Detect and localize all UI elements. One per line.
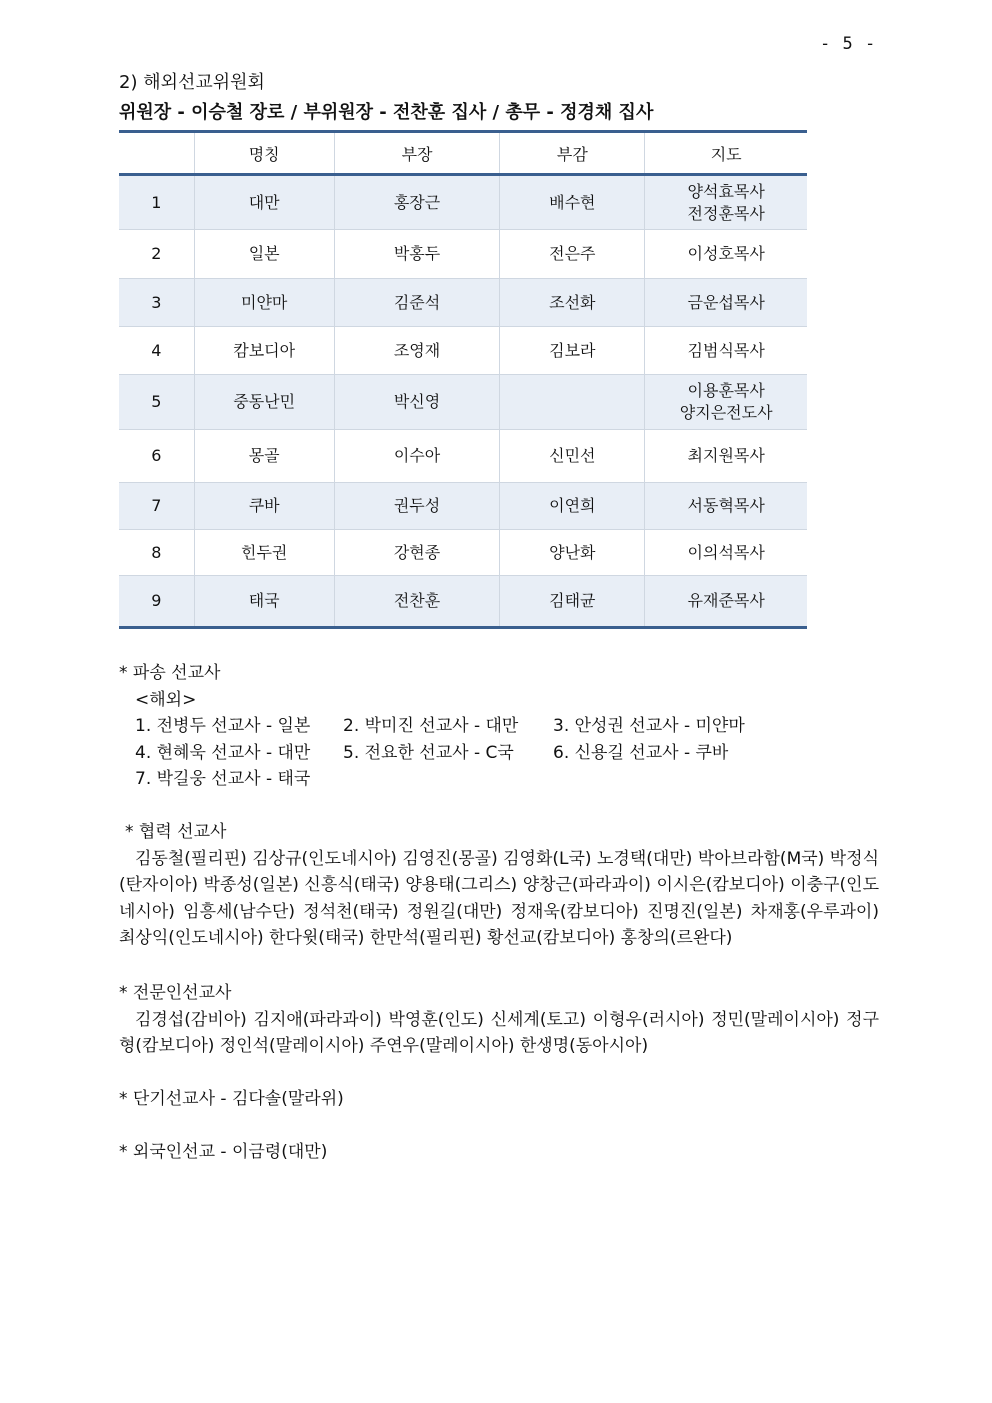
row-head: 박홍두	[334, 230, 500, 279]
sent-subheading: <해외>	[135, 689, 197, 710]
cooperative-list: 김동철(필리핀) 김상규(인도네시아) 김영진(몽골) 김영화(L국) 노경택(대만) 박아브라함(M국) 박정식(탄자이아) 박종성(일본) 신흥식(태국) 양용태(그리스) 양창근(파라과이) 이시은(캄보디아) 이충구(인도네시아) 임흥세(남수단) 정석천(태국) 정원길(대만) 정재욱(캄보디아) 진명진(일본) 차재홍(우루과이) 최상익(인도네시아) 한다윗(태국) 한만석(필리핀) 황선교(캄보디아) 홍창의(르완다)	[119, 848, 879, 949]
row-name: 쿠바	[194, 483, 334, 530]
sent-list-row	[119, 740, 879, 767]
professional-list: 김경섭(감비아) 김지애(파라과이) 박영훈(인도) 신세계(토고) 이형우(러시아) 정민(말레이시아) 정구형(캄보디아) 정인석(말레이시아) 주연우(말레이시아) 한생명(동아시아)	[119, 1009, 879, 1057]
row-guide: 유재준목사	[645, 576, 807, 628]
table-header-row	[119, 132, 807, 175]
table-row	[119, 175, 807, 230]
row-name: 힌두권	[194, 530, 334, 576]
list-item: 2. 박미진 선교사 - 대만	[343, 716, 519, 737]
row-name: 일본	[194, 230, 334, 279]
row-guide: 금운섭목사	[645, 279, 807, 327]
row-guide: 서동혁목사	[645, 483, 807, 530]
row-head: 이수아	[334, 430, 500, 483]
table-row	[119, 530, 807, 576]
row-no: 3	[119, 279, 194, 327]
table-row	[119, 430, 807, 483]
list-item: 4. 현혜욱 선교사 - 대만	[135, 742, 311, 763]
sent-list-row	[119, 766, 879, 793]
sent-heading: * 파송 선교사	[119, 663, 221, 683]
row-name: 중동난민	[194, 375, 334, 430]
sent-missionaries-section	[119, 660, 879, 793]
row-deputy: 김태균	[500, 576, 645, 628]
row-head: 홍장근	[334, 175, 500, 230]
row-head: 박신영	[334, 375, 500, 430]
row-deputy: 양난화	[500, 530, 645, 576]
short-term-missionary: * 단기선교사 - 김다솔(말라위)	[119, 1089, 344, 1109]
row-head: 권두성	[334, 483, 500, 530]
header-guide: 지도	[645, 132, 807, 175]
row-guide: 최지원목사	[645, 430, 807, 483]
row-guide	[645, 175, 807, 230]
row-no: 1	[119, 175, 194, 230]
row-no: 4	[119, 327, 194, 375]
row-guide: 이의석목사	[645, 530, 807, 576]
committee-table	[119, 130, 807, 629]
table-row	[119, 230, 807, 279]
row-name: 태국	[194, 576, 334, 628]
committee-officers: 위원장 - 이승철 장로 / 부위원장 - 전찬훈 집사 / 총무 - 정경채 집사	[119, 102, 654, 123]
row-no: 7	[119, 483, 194, 530]
header-head: 부장	[334, 132, 500, 175]
row-name: 몽골	[194, 430, 334, 483]
row-no: 8	[119, 530, 194, 576]
professional-missionaries-section	[119, 980, 879, 1060]
guide-line: 양석효목사	[687, 181, 765, 201]
row-head: 강현종	[334, 530, 500, 576]
row-guide: 김범식목사	[645, 327, 807, 375]
row-deputy: 김보라	[500, 327, 645, 375]
header-name: 명칭	[194, 132, 334, 175]
table-row	[119, 375, 807, 430]
row-deputy: 이연희	[500, 483, 645, 530]
page-number: - 5 -	[820, 34, 877, 54]
header-deputy: 부감	[500, 132, 645, 175]
cooperative-missionaries-section	[119, 819, 879, 952]
list-item: 7. 박길웅 선교사 - 태국	[135, 769, 311, 790]
sent-list-row	[119, 713, 879, 740]
row-deputy: 조선화	[500, 279, 645, 327]
row-head: 김준석	[334, 279, 500, 327]
row-guide: 이성호목사	[645, 230, 807, 279]
row-no: 9	[119, 576, 194, 628]
cooperative-heading: * 협력 선교사	[125, 822, 227, 842]
foreign-mission: * 외국인선교 - 이금령(대만)	[119, 1142, 328, 1162]
table-row	[119, 576, 807, 628]
row-deputy	[500, 375, 645, 430]
row-no: 6	[119, 430, 194, 483]
professional-heading: * 전문인선교사	[119, 983, 232, 1003]
row-name: 미얀마	[194, 279, 334, 327]
guide-line: 양지은전도사	[679, 403, 773, 422]
list-item: 3. 안성권 선교사 - 미얀마	[553, 716, 745, 737]
list-item: 5. 전요한 선교사 - C국	[343, 742, 514, 763]
row-head: 전찬훈	[334, 576, 500, 628]
guide-line: 전정훈목사	[687, 203, 765, 223]
table-row	[119, 279, 807, 327]
row-name: 캄보디아	[194, 327, 334, 375]
row-name: 대만	[194, 175, 334, 230]
row-no: 2	[119, 230, 194, 279]
list-item: 1. 전병두 선교사 - 일본	[135, 716, 311, 737]
row-no: 5	[119, 375, 194, 430]
table-row	[119, 327, 807, 375]
guide-line: 이용훈목사	[687, 381, 765, 400]
list-item: 6. 신용길 선교사 - 쿠바	[553, 742, 729, 763]
row-deputy: 배수현	[500, 175, 645, 230]
row-head: 조영재	[334, 327, 500, 375]
section-title: 2) 해외선교위원회	[119, 72, 265, 93]
row-guide	[645, 375, 807, 430]
row-deputy: 전은주	[500, 230, 645, 279]
table-row	[119, 483, 807, 530]
row-deputy: 신민선	[500, 430, 645, 483]
header-no	[119, 132, 194, 175]
